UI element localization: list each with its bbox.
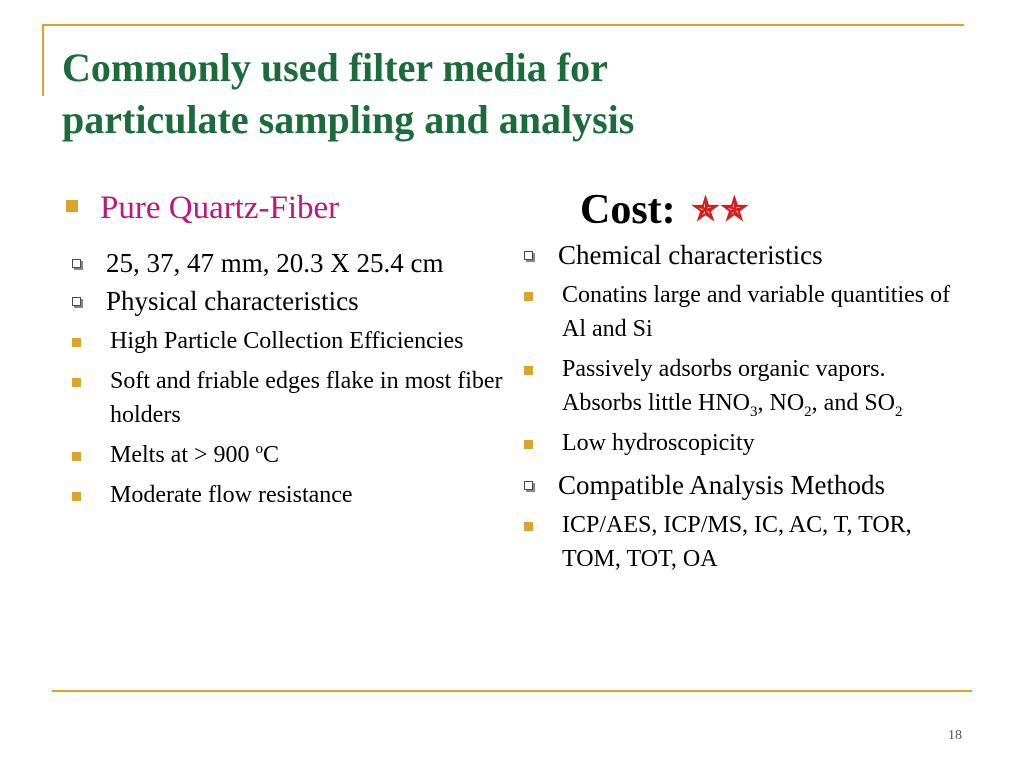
left-border-line	[42, 24, 44, 96]
item-text: High Particle Collection Efficiencies	[110, 328, 464, 354]
right-column-list	[522, 236, 962, 582]
methods-heading-text: Compatible Analysis Methods	[558, 470, 885, 500]
degree-superscript: o	[255, 441, 264, 457]
square-bullet-icon	[72, 492, 81, 501]
list-item-analysis-methods	[522, 466, 962, 504]
item-text: Conatins large and variable quantities of Al and Si	[562, 282, 951, 342]
list-item-chemical-characteristics	[522, 236, 962, 274]
cost-rating	[580, 184, 750, 235]
list-item-adsorbs-vapors	[522, 352, 962, 420]
square-bullet-icon	[524, 292, 533, 301]
list-item-method-list	[522, 508, 962, 576]
list-item-sizes	[70, 244, 510, 282]
box-bullet-icon	[524, 481, 533, 490]
item-text: Low hydroscopicity	[562, 430, 755, 456]
physical-heading-text: Physical characteristics	[106, 286, 359, 316]
square-bullet-icon	[72, 338, 81, 347]
subscript: 2	[804, 403, 812, 420]
box-bullet-icon	[72, 297, 81, 306]
page-number: 18	[948, 728, 962, 743]
square-bullet-icon	[72, 452, 81, 461]
list-item-collection-efficiency	[70, 324, 510, 358]
item-text: , and SO	[811, 390, 896, 416]
filter-heading	[66, 188, 339, 228]
filter-heading-text: Pure Quartz-Fiber	[100, 190, 340, 226]
subscript: 2	[895, 403, 903, 420]
list-item-physical-characteristics	[70, 282, 510, 320]
sizes-text: 25, 37, 47 mm, 20.3 X 25.4 cm	[106, 248, 444, 278]
title-line-2: particulate sampling and analysis	[62, 97, 635, 142]
chemical-heading-text: Chemical characteristics	[558, 240, 823, 270]
list-item-hydroscopicity	[522, 426, 962, 460]
slide-title	[62, 42, 962, 146]
item-text: Melts at > 900	[110, 442, 256, 468]
box-bullet-icon	[524, 251, 533, 260]
left-column-list	[70, 244, 510, 518]
item-text: Passively adsorbs organic vapors. Absorbs little HNO	[562, 356, 886, 416]
title-line-1: Commonly used filter media for	[62, 45, 608, 90]
list-item-friable-edges	[70, 364, 510, 432]
cost-label: Cost:	[580, 187, 676, 233]
item-text: Soft and friable edges flake in most fiber holders	[110, 368, 503, 428]
item-text: , NO	[757, 390, 805, 416]
square-bullet-icon	[66, 200, 78, 212]
list-item-melting-point	[70, 438, 510, 472]
star-rating-icon: ✯✯	[692, 191, 750, 227]
square-bullet-icon	[524, 366, 533, 375]
bottom-border-line	[52, 690, 972, 692]
subscript: 3	[750, 403, 758, 420]
square-bullet-icon	[72, 378, 81, 387]
box-bullet-icon	[72, 259, 81, 268]
item-text: Moderate flow resistance	[110, 482, 353, 508]
square-bullet-icon	[524, 522, 533, 531]
unit-text: C	[263, 442, 280, 468]
item-text: ICP/AES, ICP/MS, IC, AC, T, TOR, TOM, TOT, OA	[562, 512, 912, 572]
top-border-line	[42, 24, 964, 26]
square-bullet-icon	[524, 440, 533, 449]
list-item-al-si	[522, 278, 962, 346]
list-item-flow-resistance	[70, 478, 510, 512]
